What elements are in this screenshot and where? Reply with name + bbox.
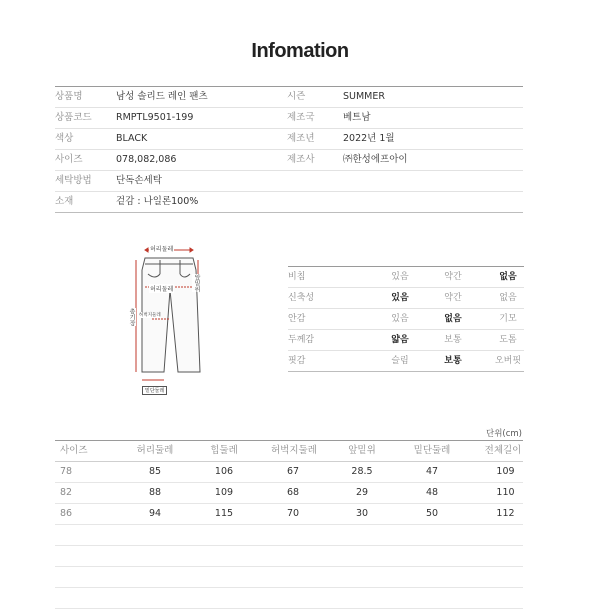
- info-table: [55, 86, 523, 213]
- table-cell: 47: [425, 466, 439, 477]
- page-title: Infomation: [251, 40, 349, 62]
- attribute-option: 슬림: [391, 356, 409, 366]
- column-header: 밑단둘레: [413, 445, 451, 456]
- info-label: 사이즈: [55, 154, 83, 165]
- attribute-row: [288, 330, 524, 351]
- attribute-option: 있음: [391, 314, 409, 324]
- attribute-option: 도톰: [499, 335, 517, 345]
- table-cell: 68: [286, 487, 300, 498]
- attribute-option: 오버핏: [494, 356, 522, 366]
- info-row: [55, 192, 523, 213]
- attribute-name: 안감: [288, 314, 306, 324]
- table-cell: 88: [148, 487, 162, 498]
- table-row: [55, 483, 523, 504]
- attribute-row: [288, 288, 524, 309]
- table-cell: 85: [148, 466, 162, 477]
- attribute-option: 없음: [499, 293, 517, 303]
- rise-label: 앞밑위: [193, 274, 200, 292]
- column-header: 허리둘레: [136, 445, 174, 456]
- attribute-name: 두께감: [288, 335, 315, 345]
- info-row: [55, 108, 523, 129]
- column-header: 앞밑위: [348, 445, 376, 456]
- info-value: 단독손세탁: [116, 175, 162, 186]
- info-value: SUMMER: [343, 91, 385, 102]
- info-label: 소재: [55, 196, 74, 207]
- table-cell: 78: [60, 466, 73, 477]
- attribute-option-selected: 없음: [444, 314, 462, 324]
- column-header: 전체길이: [484, 445, 522, 456]
- info-value: RMPTL9501-199: [116, 112, 194, 123]
- product-attributes-table: [288, 266, 524, 372]
- waist-label: 허리둘레: [150, 246, 174, 253]
- attribute-option-selected: 있음: [391, 293, 409, 303]
- size-table-header: [55, 441, 523, 462]
- attribute-option: 보통: [444, 335, 462, 345]
- info-row: [55, 129, 523, 150]
- info-value: 남성 솔리드 레인 팬츠: [116, 91, 208, 102]
- attribute-row: [288, 267, 524, 288]
- attribute-option: 있음: [391, 272, 409, 282]
- attribute-name: 비침: [288, 272, 306, 282]
- info-value: 겉감 : 나일론100%: [116, 196, 199, 207]
- table-cell: 28.5: [351, 466, 373, 477]
- table-cell: 50: [425, 508, 439, 519]
- info-row: [55, 171, 523, 192]
- attribute-option-selected: 얇음: [391, 335, 409, 345]
- info-label: 색상: [55, 133, 74, 144]
- info-label: 제조년: [287, 133, 315, 144]
- empty-row: [55, 588, 523, 609]
- thigh-label: 허벅지둘레: [139, 313, 161, 318]
- info-label: 상품코드: [55, 112, 92, 123]
- column-header: 사이즈: [60, 445, 88, 456]
- table-cell: 112: [496, 508, 515, 519]
- size-unit-label: 단위(cm): [485, 429, 522, 439]
- attribute-option: 약간: [444, 272, 462, 282]
- table-cell: 48: [425, 487, 439, 498]
- size-table: [55, 440, 523, 609]
- attribute-option: 약간: [444, 293, 462, 303]
- info-value: ㈜한성에프아이: [343, 154, 408, 165]
- hem-label: 밑단둘레: [142, 386, 167, 395]
- attribute-name: 신축성: [288, 293, 315, 303]
- attribute-option-selected: 보통: [444, 356, 462, 366]
- table-cell: 70: [286, 508, 300, 519]
- info-value: 2022년 1월: [343, 133, 395, 144]
- info-label: 제조국: [287, 112, 315, 123]
- attribute-name: 핏감: [288, 356, 306, 366]
- info-label: 제조사: [287, 154, 315, 165]
- table-cell: 94: [148, 508, 162, 519]
- table-cell: 30: [355, 508, 369, 519]
- table-cell: 110: [496, 487, 515, 498]
- info-value: 베트남: [343, 112, 371, 123]
- attribute-option: 기모: [499, 314, 517, 324]
- table-cell: 109: [214, 487, 234, 498]
- table-cell: 115: [214, 508, 234, 519]
- table-cell: 109: [496, 466, 515, 477]
- info-row: [55, 87, 523, 108]
- table-cell: 82: [60, 487, 73, 498]
- table-cell: 29: [355, 487, 369, 498]
- info-label: 세탁방법: [55, 175, 92, 186]
- empty-row: [55, 525, 523, 546]
- table-row: [55, 462, 523, 483]
- table-row: [55, 504, 523, 525]
- length-label: 총기장: [128, 308, 135, 326]
- info-value: BLACK: [116, 133, 148, 144]
- info-label: 시즌: [287, 91, 306, 102]
- info-value: 078,082,086: [116, 154, 177, 165]
- table-cell: 67: [286, 466, 300, 477]
- info-label: 상품명: [55, 91, 83, 102]
- hip-label: 허리둘레: [150, 286, 174, 293]
- empty-row: [55, 546, 523, 567]
- column-header: 허벅지둘레: [271, 445, 317, 456]
- empty-row: [55, 567, 523, 588]
- table-cell: 106: [214, 466, 234, 477]
- attribute-row: [288, 351, 524, 372]
- pants-measurement-diagram: [120, 240, 220, 400]
- info-row: [55, 150, 523, 171]
- column-header: 힙둘레: [210, 445, 238, 456]
- table-cell: 86: [60, 508, 73, 519]
- attribute-row: [288, 309, 524, 330]
- attribute-option-selected: 없음: [499, 272, 517, 282]
